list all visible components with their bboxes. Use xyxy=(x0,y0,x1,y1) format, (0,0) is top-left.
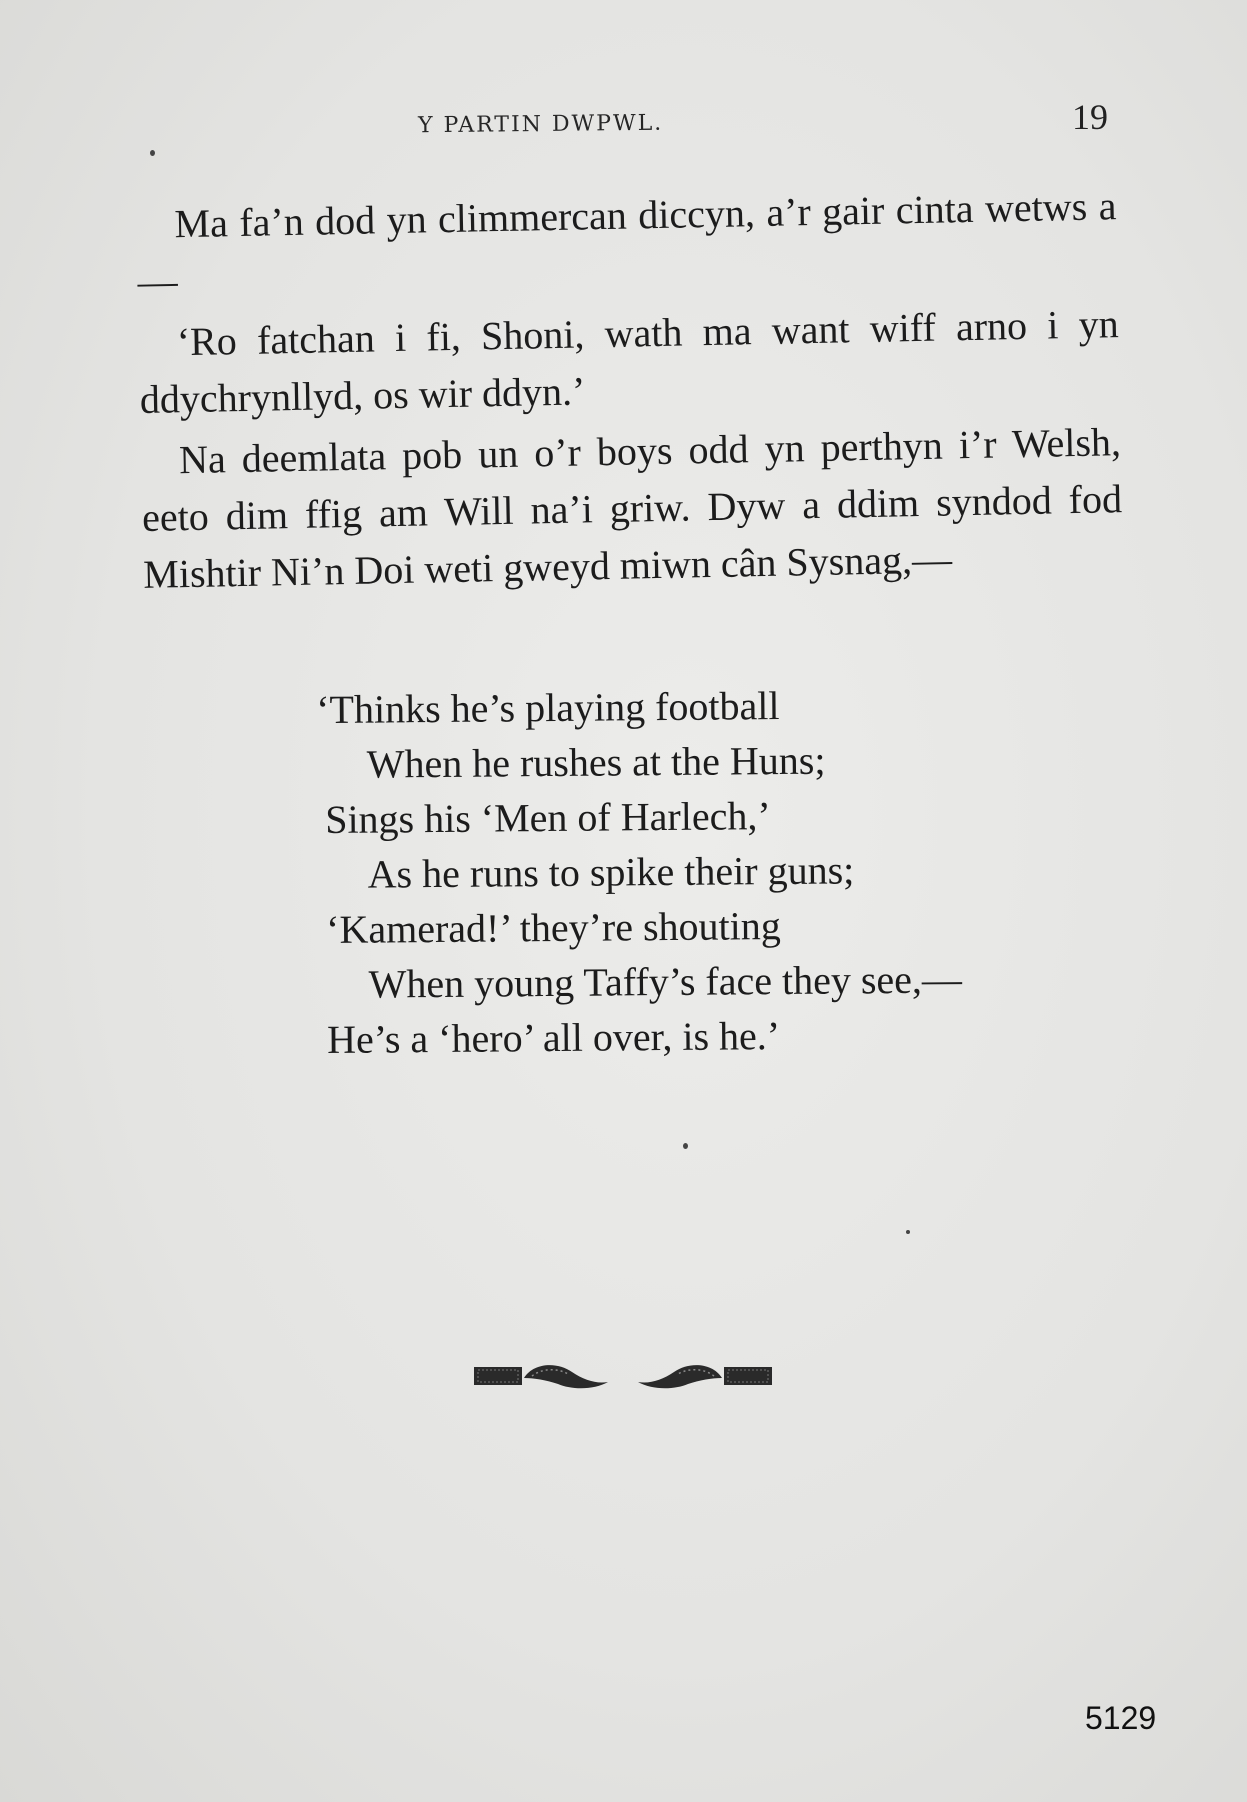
ink-speck xyxy=(683,1143,688,1149)
verse-block xyxy=(316,675,1087,1067)
verse-line: Sings his ‘Men of Harlech,’ xyxy=(325,793,771,842)
verse-line: ‘Kamerad!’ they’re shouting xyxy=(325,903,781,952)
verse-line: When he rushes at the Huns; xyxy=(366,737,826,787)
verse-line: As he runs to spike their guns; xyxy=(367,847,855,897)
printers-ornament-icon xyxy=(472,1356,774,1396)
paragraph: Ma fa’n dod yn climmercan diccyn, a’r gair cinta wetws a— xyxy=(137,183,1117,304)
page-number: 19 xyxy=(1072,97,1108,137)
verse-line: He’s a ‘hero’ all over, is he.’ xyxy=(326,1013,781,1062)
verse-line: When young Taffy’s face they see,— xyxy=(368,956,963,1007)
verse-line: ‘Thinks he’s playing football xyxy=(316,683,780,733)
ink-speck xyxy=(150,150,155,156)
ink-speck xyxy=(906,1230,910,1234)
catalog-number: 5129 xyxy=(1085,1700,1157,1736)
prose-block xyxy=(136,177,1124,607)
paragraph: Na deemlata pob un o’r boys odd yn perthyn i’r Welsh, eeto dim ffig am Will na’i griw. Dyw a ddim syndod fod Mishtir Ni’n Doi weti gweyd miwn cân Sysnag,— xyxy=(141,419,1123,597)
running-title: Y PARTIN DWPWL. xyxy=(417,110,664,139)
paragraph: ‘Ro fatchan i fi, Shoni, wath ma want wiff arno i yn ddychrynllyd, os wir ddyn.’ xyxy=(139,301,1120,422)
